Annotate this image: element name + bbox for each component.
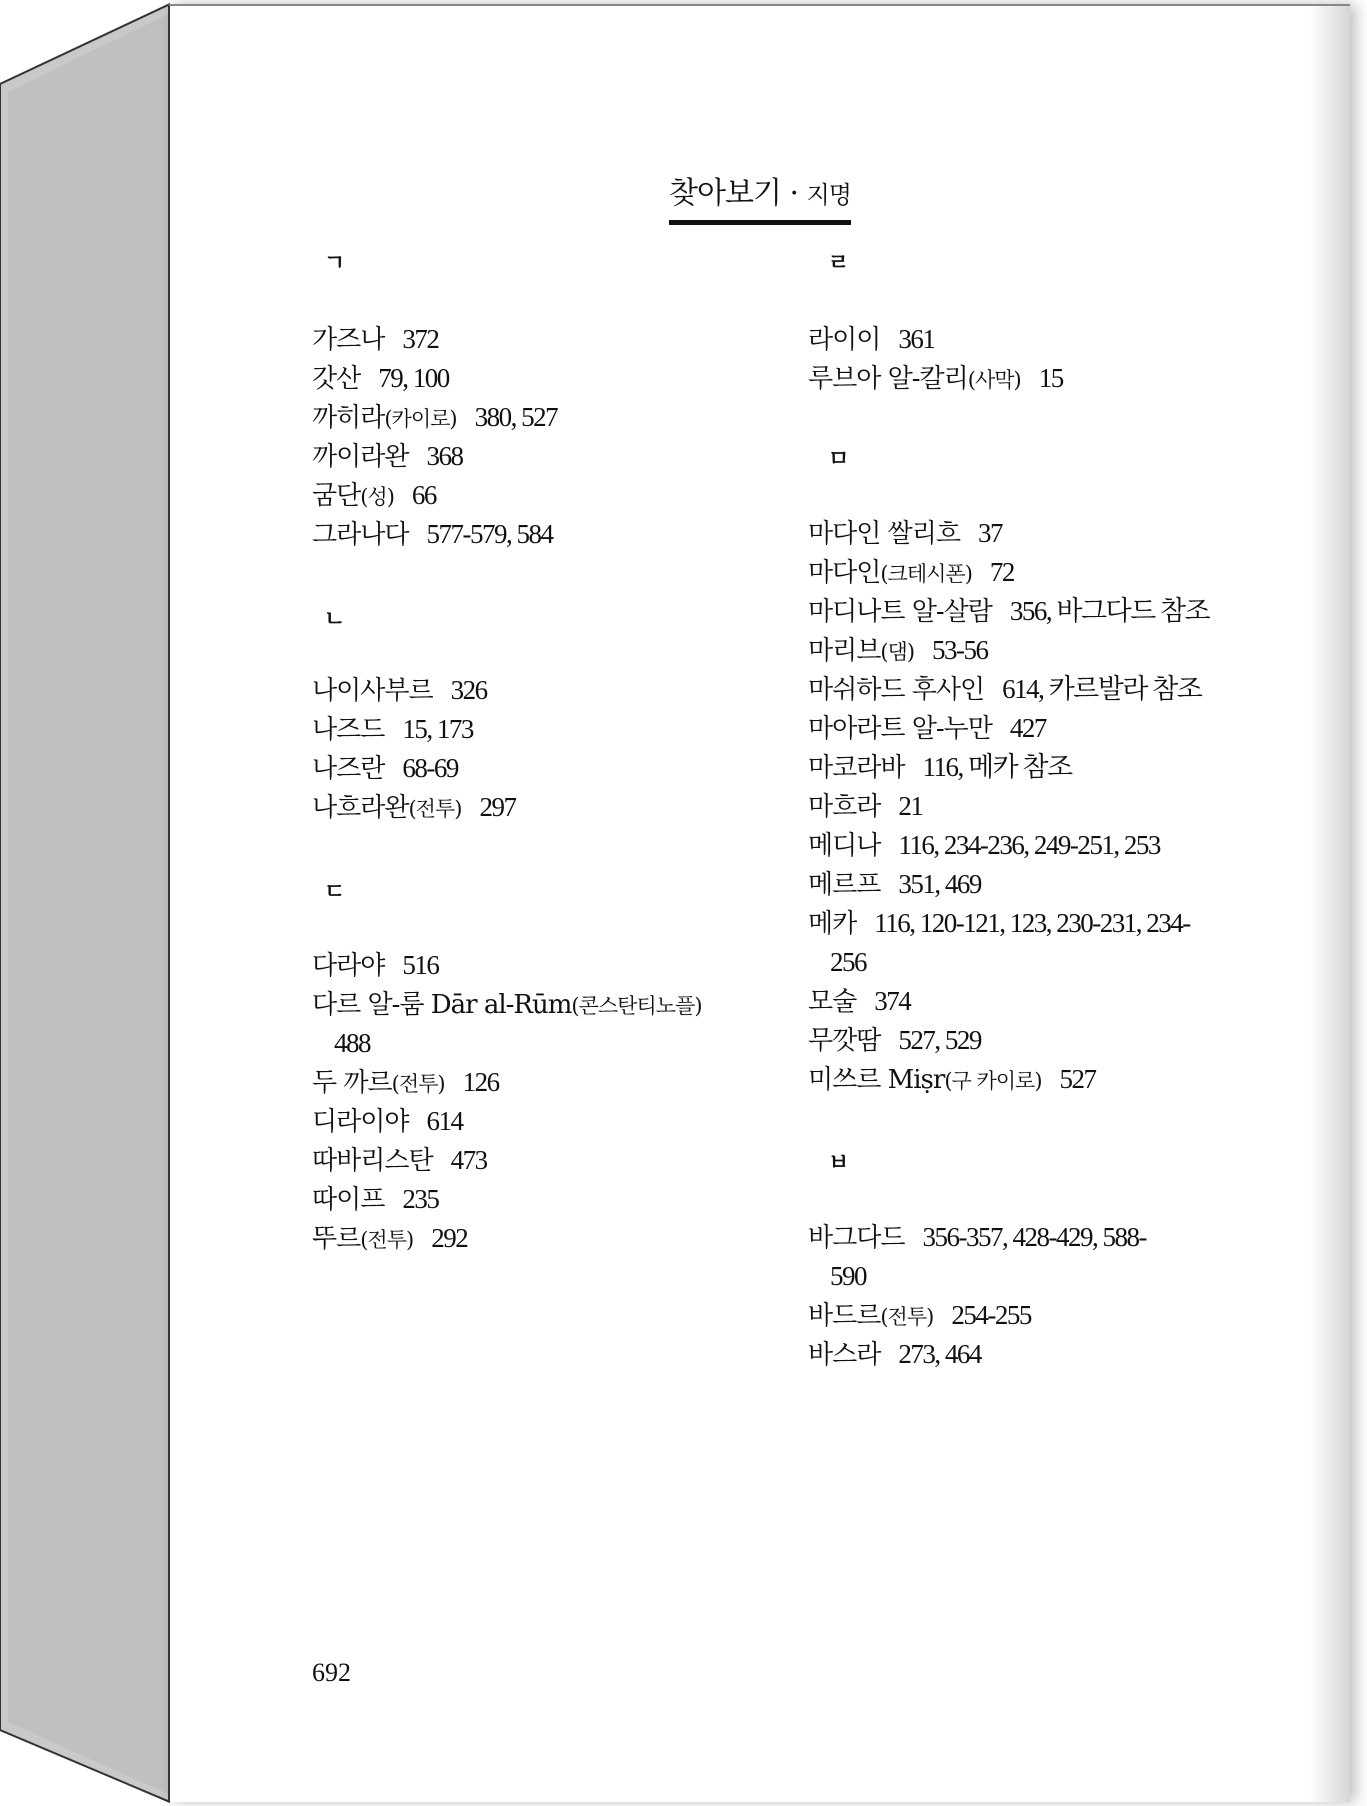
entry-name: 루브아 알-칼리: [808, 364, 968, 394]
index-entry: [808, 908, 1190, 939]
entry-pages: 368: [426, 441, 463, 471]
entry-pages: 356-357, 428-429, 588-: [922, 1222, 1146, 1252]
book-spine: [0, 0, 170, 1806]
entry-pages: 372: [402, 324, 439, 354]
title-separator: ·: [780, 176, 807, 211]
entry-name: 나이사부르: [312, 676, 433, 706]
index-entry: [808, 635, 988, 667]
entry-pages: 614: [426, 1106, 463, 1136]
index-entry: [312, 714, 473, 745]
entry-name: 마흐라: [808, 792, 881, 822]
index-entry: [808, 830, 1160, 861]
entry-name: 따이프: [312, 1185, 385, 1215]
index-entry: [312, 1145, 487, 1176]
index-entry: [808, 596, 1209, 627]
entry-name: 디라이야: [312, 1107, 409, 1137]
entry-name: 마쉬하드 후사인: [808, 675, 985, 705]
entry-note: (전투): [880, 1305, 934, 1329]
entry-name: 바그다드: [808, 1223, 905, 1253]
index-entry: [312, 441, 462, 472]
entry-name: 까이라완: [312, 442, 409, 472]
entry-name: 마다인 쌀리흐: [808, 519, 960, 549]
section-heading: ㅁ: [828, 447, 850, 472]
entry-pages: 116, 234-236, 249-251, 253: [898, 830, 1160, 860]
entry-pages: 273, 464: [898, 1339, 981, 1369]
entry-pages: 37: [977, 518, 1002, 548]
entry-name: 모술: [808, 987, 857, 1017]
entry-pages: 116, 메카 참조: [922, 752, 1072, 782]
entry-note: (크테시폰): [880, 562, 972, 586]
entry-pages: 21: [898, 791, 923, 821]
index-page: [168, 4, 1350, 1802]
index-entry: [808, 518, 1002, 549]
entry-pages: 361: [898, 324, 935, 354]
entry-name: 그라나다: [312, 520, 409, 550]
entry-name: 가즈나: [312, 325, 385, 355]
entry-name: 무깟땀: [808, 1026, 881, 1056]
section-heading: ㄱ: [324, 251, 346, 276]
entry-name: 다라야: [312, 951, 385, 981]
entry-name: 바드르: [808, 1301, 881, 1331]
page-edge-shadow: [1310, 6, 1350, 1802]
index-entry: [808, 363, 1063, 395]
entry-name: 마다인: [808, 558, 881, 588]
index-entry: [312, 792, 515, 824]
entry-note: (성): [360, 485, 394, 509]
entry-pages: 235: [402, 1184, 439, 1214]
index-entry: [808, 1064, 1096, 1096]
entry-name: 메디나: [808, 831, 881, 861]
entry-name: 나흐라완: [312, 793, 409, 823]
entry-pages: 66: [411, 480, 436, 510]
entry-pages: 374: [874, 986, 911, 1016]
entry-pages: 527: [1059, 1064, 1096, 1094]
entry-note: (전투): [391, 1072, 445, 1096]
entry-name: 따바리스탄: [312, 1146, 433, 1176]
index-entry: [808, 324, 934, 355]
entry-name: 마리브: [808, 636, 881, 666]
entry-pages: 116, 120-121, 123, 230-231, 234-: [874, 908, 1190, 938]
index-entry: [312, 1184, 438, 1215]
entry-note: (전투): [408, 797, 462, 821]
entry-name: 마아라트 알-누만: [808, 714, 992, 744]
index-entry: [808, 1025, 981, 1056]
index-entry: [808, 791, 922, 822]
index-entry: [312, 363, 449, 394]
entry-note: (댐): [880, 640, 915, 664]
entry-name: 까히라: [312, 403, 385, 433]
index-entry: [808, 713, 1046, 744]
entry-name: 바스라: [808, 1340, 881, 1370]
entry-note: (콘스탄티노플): [571, 994, 702, 1018]
index-entry: [312, 324, 438, 355]
entry-name: 나즈란: [312, 754, 385, 784]
entry-name: 뚜르: [312, 1224, 361, 1254]
index-entry: [808, 557, 1014, 589]
entry-pages: 351, 469: [898, 869, 981, 899]
entry-pages: 427: [1009, 713, 1046, 743]
entry-pages: 15: [1038, 363, 1063, 393]
entry-pages: 126: [462, 1067, 499, 1097]
index-entry: [808, 674, 1201, 705]
index-entry: [808, 1222, 1146, 1253]
title-main: 찾아보기: [669, 176, 781, 211]
entry-pages: 68-69: [402, 753, 458, 783]
index-entry: [312, 989, 702, 1021]
section-heading: ㄴ: [324, 607, 346, 632]
entry-pages: 254-255: [951, 1300, 1031, 1330]
index-entry: [312, 480, 436, 512]
entry-continuation: 488: [334, 1028, 370, 1058]
entry-name: 두 까르: [312, 1068, 392, 1098]
index-entry: [808, 1339, 981, 1370]
page-header: [170, 168, 1350, 225]
entry-name: 다르 알-룸 Dār al-Rūm: [312, 990, 572, 1020]
entry-name: 메르프: [808, 870, 881, 900]
entry-pages: 15, 173: [402, 714, 473, 744]
entry-continuation: 590: [830, 1261, 866, 1291]
index-entry: [312, 753, 458, 784]
section-heading: ㅂ: [828, 1151, 850, 1176]
index-entry: [312, 1106, 462, 1137]
entry-pages: 53-56: [932, 635, 988, 665]
index-entry: [808, 869, 981, 900]
entry-name: 마디나트 알-살람: [808, 597, 992, 627]
entry-pages: 326: [450, 675, 487, 705]
index-entry: [312, 950, 438, 981]
index-entry: [808, 1300, 1031, 1332]
page-number: 692: [312, 1658, 351, 1687]
entry-pages: 297: [479, 792, 516, 822]
title-subtitle: 지명: [806, 181, 851, 209]
entry-name: 굼단: [312, 481, 361, 511]
index-entry: [808, 986, 910, 1017]
entry-pages: 72: [989, 557, 1014, 587]
entry-pages: 356, 바그다드 참조: [1009, 596, 1210, 626]
entry-pages: 79, 100: [378, 363, 449, 393]
page-title: [669, 168, 851, 225]
section-heading: ㄹ: [828, 251, 850, 276]
index-entry: [312, 1223, 467, 1255]
entry-pages: 577-579, 584: [426, 519, 553, 549]
entry-continuation: 256: [830, 947, 866, 977]
entry-note: (사막): [967, 368, 1021, 392]
entry-name: 미쓰르 Miṣr: [808, 1065, 945, 1095]
entry-name: 마코라바: [808, 753, 905, 783]
index-entry: [312, 675, 487, 706]
entry-note: (카이로): [384, 407, 457, 431]
entry-name: 메카: [808, 909, 857, 939]
entry-note: (구 카이로): [944, 1069, 1042, 1093]
section-heading: ㄷ: [324, 880, 346, 905]
index-entry: [312, 402, 557, 434]
index-entry: [808, 752, 1072, 783]
entry-pages: 292: [431, 1223, 468, 1253]
entry-name: 갓산: [312, 364, 361, 394]
entry-pages: 380, 527: [474, 402, 558, 432]
entry-pages: 614, 카르발라 참조: [1002, 674, 1202, 704]
index-entry: [312, 1067, 499, 1099]
entry-name: 나즈드: [312, 715, 385, 745]
entry-pages: 473: [450, 1145, 487, 1175]
entry-pages: 527, 529: [898, 1025, 981, 1055]
entry-pages: 516: [402, 950, 439, 980]
entry-name: 라이이: [808, 325, 881, 355]
index-entry: [312, 519, 552, 550]
entry-note: (전투): [360, 1228, 414, 1252]
